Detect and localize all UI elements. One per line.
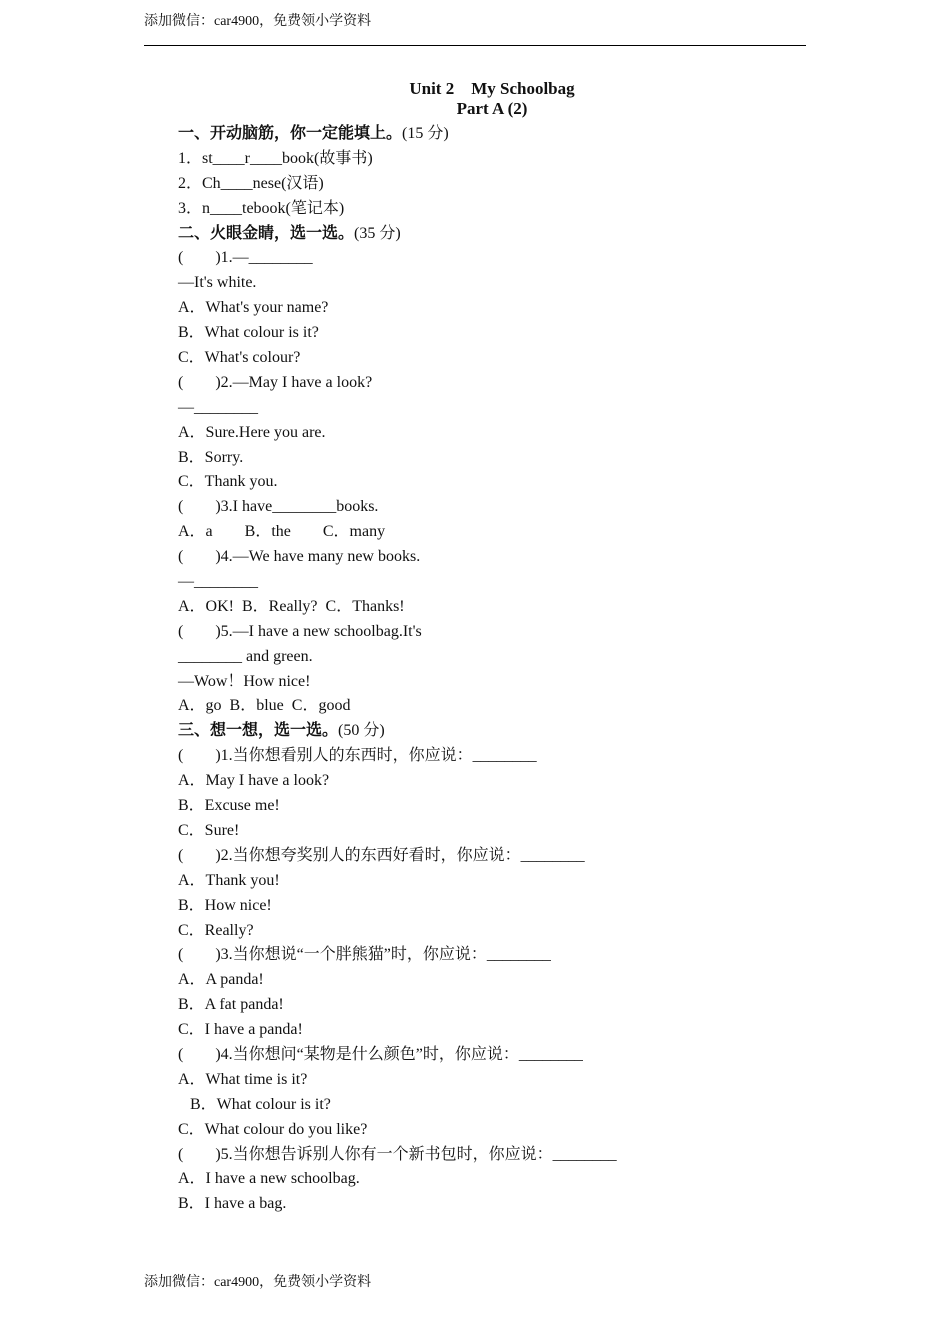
option-line: B．How nice! bbox=[178, 896, 272, 914]
option-line: C．Thank you. bbox=[178, 473, 278, 491]
option-line: B．Sorry. bbox=[178, 448, 244, 466]
question-line: —________ bbox=[178, 398, 258, 416]
option-line: C．I have a panda! bbox=[178, 1021, 303, 1039]
option-line: A．What time is it? bbox=[178, 1070, 308, 1088]
question-line: —Wow！How nice! bbox=[178, 672, 311, 690]
question-line: ( )1.当你想看别人的东西时，你应说：________ bbox=[178, 747, 537, 765]
section-2-title: 二、火眼金睛，选一选。 bbox=[178, 224, 355, 242]
question-line: —It's white. bbox=[178, 274, 257, 292]
question-line: ( )1.—________ bbox=[178, 249, 313, 267]
question-line: —________ bbox=[178, 573, 258, 591]
option-line: A．a B．the C．many bbox=[178, 523, 386, 541]
option-line: C．What's colour? bbox=[178, 349, 301, 367]
option-line: B．What colour is it? bbox=[178, 1095, 331, 1113]
option-line: C．Really? bbox=[178, 921, 254, 939]
header-note: 添加微信：car4900，免费领小学资料 bbox=[144, 14, 372, 29]
question-line: ( )3.I have________books. bbox=[178, 498, 379, 516]
option-line: B．What colour is it? bbox=[178, 324, 319, 342]
section-1-score: (15 分) bbox=[402, 125, 449, 142]
section-1-item: 1．st____r____book(故事书) bbox=[178, 149, 373, 167]
section-3-title: 三、想一想，选一选。 bbox=[178, 722, 339, 740]
question-line: ________ and green. bbox=[178, 647, 313, 665]
section-1-item: 2．Ch____nese(汉语) bbox=[178, 174, 324, 192]
option-line: C．What colour do you like? bbox=[178, 1120, 368, 1138]
question-line: ( )3.当你想说“一个胖熊猫”时，你应说：________ bbox=[178, 946, 551, 964]
option-line: A．What's your name? bbox=[178, 299, 329, 317]
option-line: A．Thank you! bbox=[178, 871, 280, 889]
question-line: ( )4.当你想问“某物是什么颜色”时，你应说：________ bbox=[178, 1045, 583, 1063]
section-2-heading bbox=[178, 222, 818, 247]
section-3-heading bbox=[178, 719, 818, 744]
footer-note: 添加微信：car4900，免费领小学资料 bbox=[144, 1275, 372, 1290]
option-line: B．A fat panda! bbox=[178, 996, 284, 1014]
option-line: A．A panda! bbox=[178, 971, 264, 989]
part-title: Part A (2) bbox=[456, 99, 528, 118]
section-2-score: (35 分) bbox=[354, 224, 401, 242]
unit-title: Unit 2 My Schoolbag bbox=[409, 79, 575, 98]
option-line: C．Sure! bbox=[178, 821, 240, 839]
option-line: A．go B．blue C．good bbox=[178, 697, 351, 715]
option-line: B．I have a bag. bbox=[178, 1195, 287, 1213]
option-line: A．Sure.Here you are. bbox=[178, 423, 326, 441]
option-line: B．Excuse me! bbox=[178, 797, 280, 815]
question-line: ( )2.当你想夸奖别人的东西好看时，你应说：________ bbox=[178, 846, 585, 864]
section-1-heading bbox=[178, 122, 818, 147]
question-line: ( )5.当你想告诉别人你有一个新书包时，你应说：________ bbox=[178, 1145, 617, 1163]
section-1-item: 3．n____tebook(笔记本) bbox=[178, 199, 345, 217]
section-3-score: (50 分) bbox=[338, 722, 385, 740]
question-line: ( )5.—I have a new schoolbag.It's bbox=[178, 622, 422, 640]
section-1-title: 一、开动脑筋，你一定能填上。 bbox=[178, 125, 403, 142]
option-line: A．OK! B．Really? C．Thanks! bbox=[178, 597, 405, 615]
question-line: ( )4.—We have many new books. bbox=[178, 548, 421, 566]
header-divider bbox=[144, 45, 806, 46]
worksheet-body bbox=[178, 122, 818, 1217]
question-line: ( )2.—May I have a look? bbox=[178, 373, 373, 391]
option-line: A．I have a new schoolbag. bbox=[178, 1170, 360, 1188]
option-line: A．May I have a look? bbox=[178, 772, 330, 790]
